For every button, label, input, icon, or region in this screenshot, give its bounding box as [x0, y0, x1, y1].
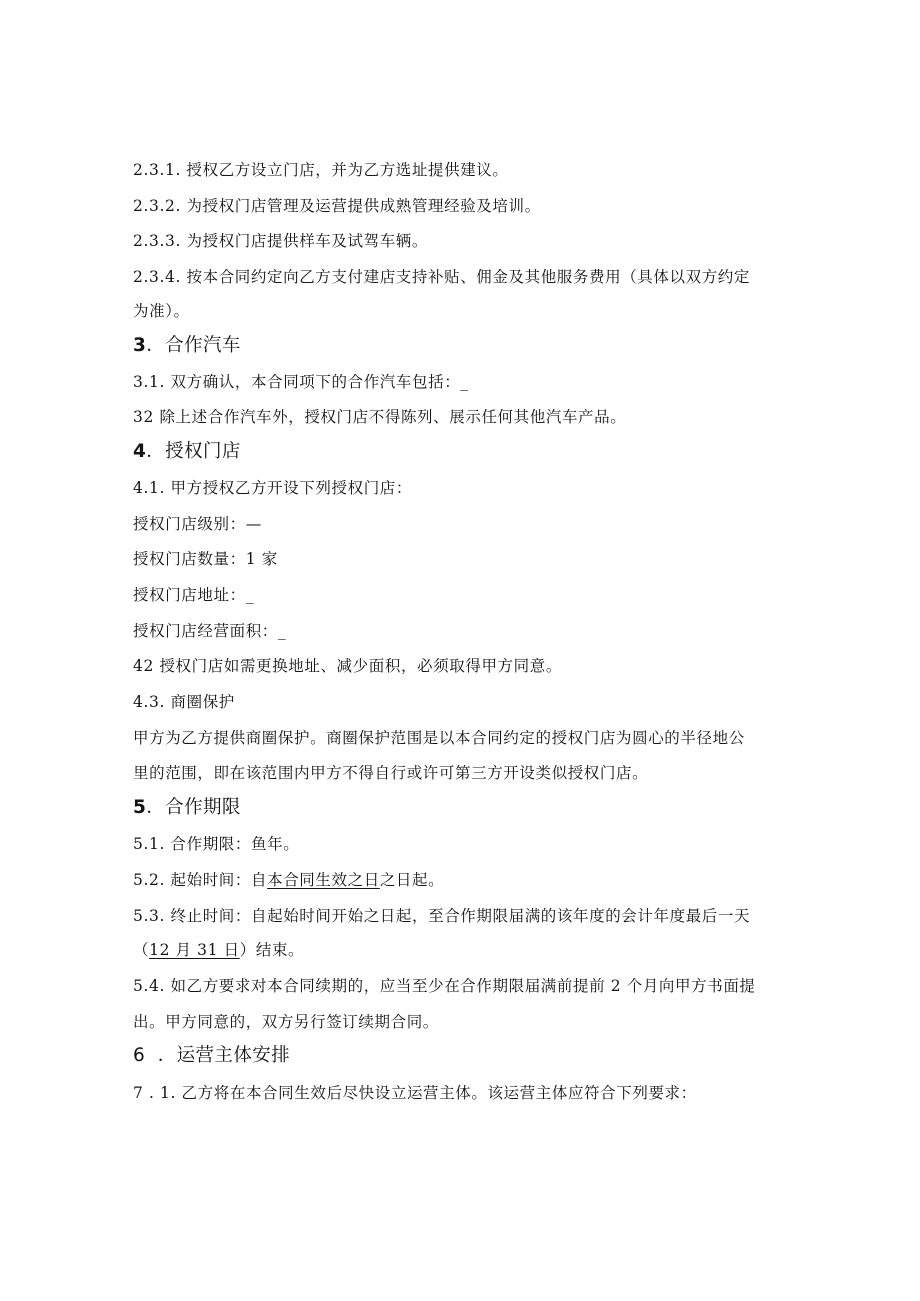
- section-3-heading: [133, 336, 793, 356]
- section-6-heading: [133, 1046, 793, 1066]
- section-4-number: 4: [133, 441, 147, 462]
- store-address: 授权门店地址：_: [133, 586, 255, 604]
- clause-5-3-continued: [133, 940, 793, 960]
- section-4-title: ．授权门店: [146, 441, 241, 462]
- clause-6-1: 7 . 1. 乙方将在本合同生效后尽快设立运营主体。该运营主体应符合下列要求：: [133, 1084, 697, 1102]
- clause-2-3-3: 2.3.3. 为授权门店提供样车及试驾车辆。: [133, 232, 428, 250]
- clause-3-2: 32 除上述合作汽车外，授权门店不得陈列、展示任何其他汽车产品。: [133, 408, 627, 426]
- store-count: 授权门店数量：1 家: [133, 550, 278, 568]
- clause-3-1: 3.1. 双方确认，本合同项下的合作汽车包括：_: [133, 373, 469, 391]
- clause-4-2: 42 授权门店如需更换地址、减少面积，必须取得甲方同意。: [133, 657, 562, 675]
- section-6-title: ．运营主体安排: [157, 1045, 291, 1066]
- clause-4-3-body-2: 里的范围，即在该范围内甲方不得自行或许可第三方开设类似授权门店。: [133, 764, 649, 782]
- clause-5-4-continued: 出。甲方同意的，双方另行签订续期合同。: [133, 1013, 439, 1031]
- clause-5-2-text-start: 5.2. 起始时间：自: [133, 871, 268, 889]
- section-3-title: ．合作汽车: [146, 335, 241, 356]
- clause-5-1: 5.1. 合作期限：鱼年。: [133, 835, 300, 853]
- clause-4-1: 4.1. 甲方授权乙方开设下列授权门店：: [133, 479, 413, 497]
- clause-5-2-underlined: 本合同生效之日: [267, 871, 380, 889]
- clause-5-3-paren-open: （: [133, 941, 150, 959]
- section-6-number: 6: [133, 1045, 146, 1066]
- section-3-number: 3: [133, 335, 147, 356]
- store-level: 授权门店级别：—: [133, 515, 262, 533]
- clause-5-3-end-date: 12 月 31 日: [149, 941, 240, 959]
- clause-4-3: 4.3. 商圈保护: [133, 693, 235, 711]
- section-5-number: 5: [133, 797, 147, 818]
- clause-5-3: 5.3. 终止时间：自起始时间开始之日起，至合作期限届满的该年度的会计年度最后一天: [133, 907, 751, 925]
- clause-5-4: 5.4. 如乙方要求对本合同续期的，应当至少在合作期限届满前提前 2 个月向甲方书面提: [133, 977, 756, 995]
- clause-2-3-4-continued: 为准）。: [133, 302, 190, 320]
- clause-2-3-2: 2.3.2. 为授权门店管理及运营提供成熟管理经验及培训。: [133, 197, 541, 215]
- clause-5-2: [133, 870, 793, 890]
- section-4-heading: [133, 442, 793, 462]
- clause-5-3-paren-close: ）结束。: [239, 941, 305, 959]
- clause-2-3-4: 2.3.4. 按本合同约定向乙方支付建店支持补贴、佣金及其他服务费用（具体以双方约定: [133, 268, 750, 286]
- section-5-heading: [133, 798, 793, 818]
- clause-4-3-body-1: 甲方为乙方提供商圈保护。商圈保护范围是以本合同约定的授权门店为圆心的半径地公: [133, 729, 745, 747]
- section-5-title: ．合作期限: [146, 797, 241, 818]
- clause-2-3-1: 2.3.1. 授权乙方设立门店，并为乙方选址提供建议。: [133, 161, 509, 179]
- store-area: 授权门店经营面积：_: [133, 622, 287, 640]
- clause-5-2-text-end: 之日起。: [379, 871, 445, 889]
